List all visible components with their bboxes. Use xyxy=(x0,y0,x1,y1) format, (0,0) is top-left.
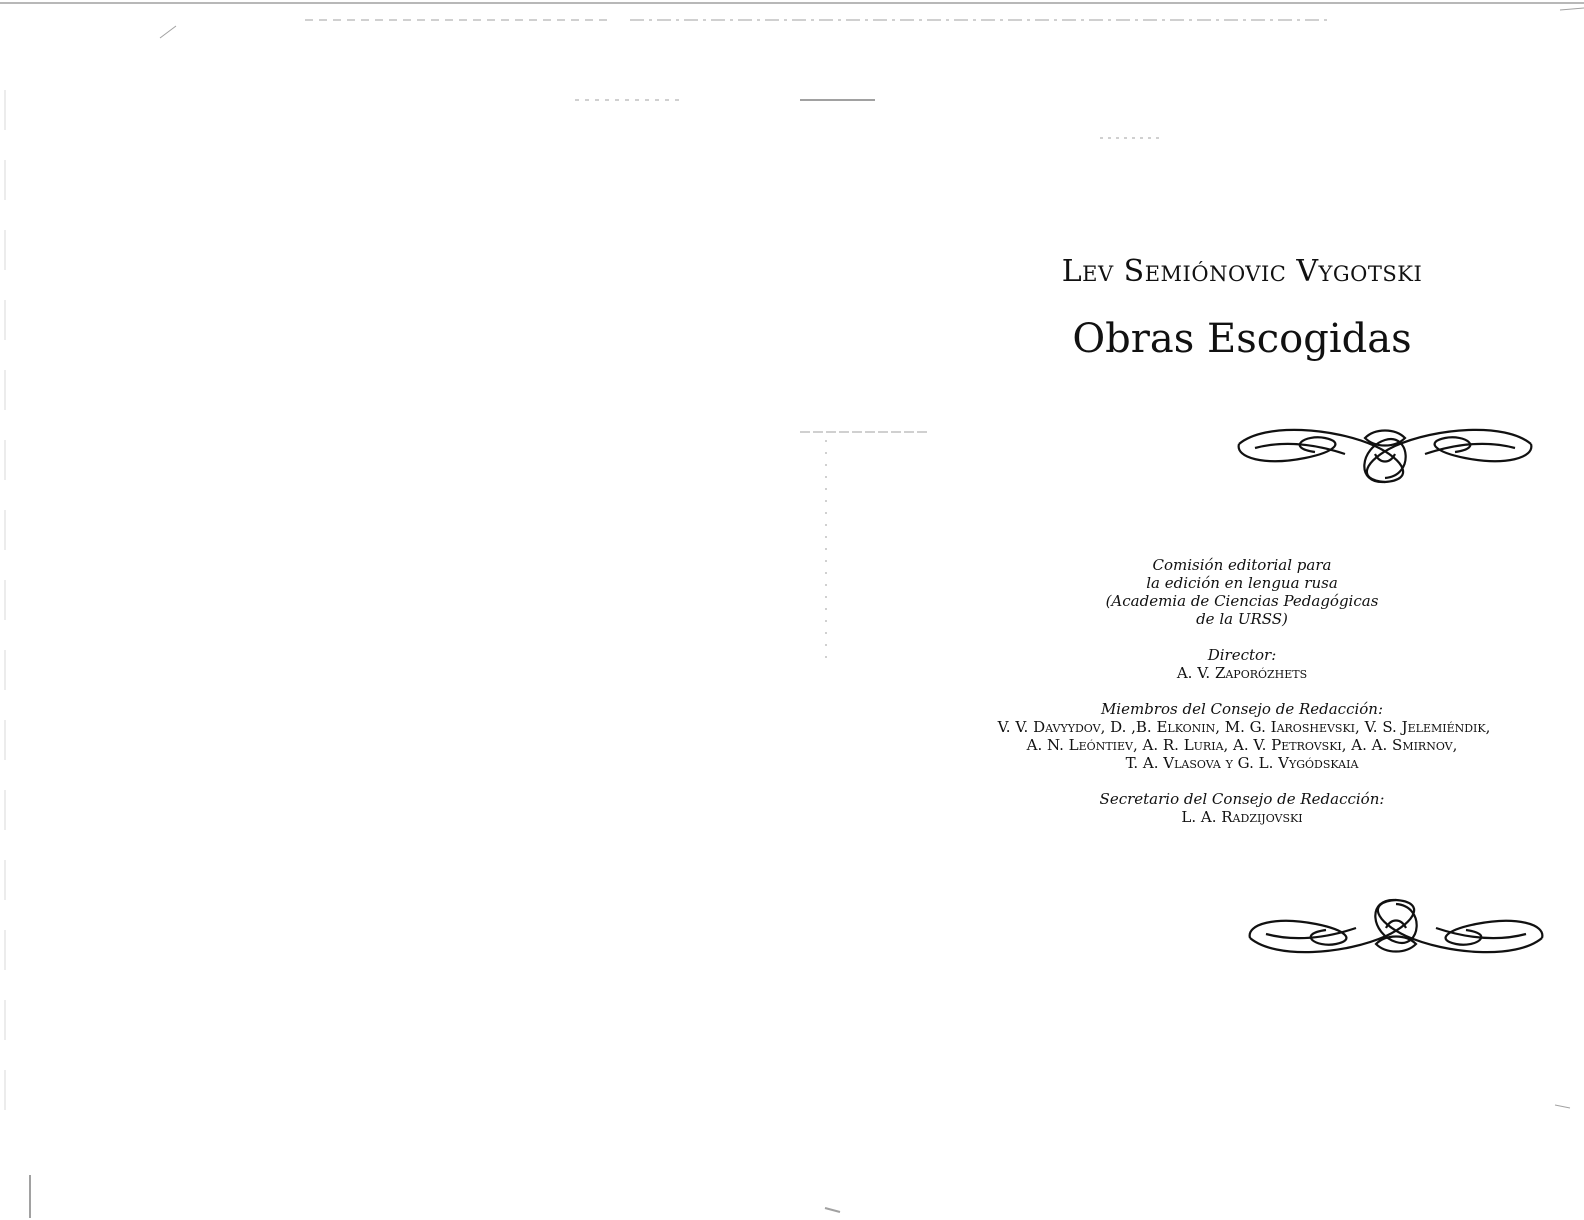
members-label: Miembros del Consejo de Redacción: xyxy=(1100,700,1384,718)
director-label: Director: xyxy=(1207,646,1277,664)
commission-block xyxy=(900,556,1584,628)
book-title: Obras Escogidas xyxy=(1072,316,1412,362)
director-block xyxy=(900,646,1584,682)
secretary-name: L. A. Radzijovski xyxy=(1181,808,1303,826)
author-name: Lev Semiónovic Vygotski xyxy=(1061,254,1423,289)
director-name: A. V. Zaporózhets xyxy=(1176,664,1308,682)
secretary-label: Secretario del Consejo de Redacción: xyxy=(1099,790,1385,808)
commission-line: (Academia de Ciencias Pedagógicas xyxy=(1105,592,1379,610)
members-line: V. V. Davyydov, D. ,B. Elkonin, M. G. Iaroshevski, V. S. Jelemiéndik, xyxy=(997,718,1491,736)
scroll-ornament-bottom xyxy=(1236,894,1556,964)
commission-line: de la URSS) xyxy=(1196,610,1288,628)
editorial-credits xyxy=(900,556,1584,826)
commission-line: la edición en lengua rusa xyxy=(1146,574,1338,592)
commission-line: Comisión editorial para xyxy=(1152,556,1332,574)
members-line: A. N. Leóntiev, A. R. Luria, A. V. Petrovski, A. A. Smirnov, xyxy=(1026,736,1458,754)
members-block xyxy=(900,700,1584,772)
scroll-ornament-top xyxy=(1225,418,1545,488)
secretary-block xyxy=(900,790,1584,826)
title-page xyxy=(900,0,1584,1220)
members-line: T. A. Vlasova y G. L. Vygódskaia xyxy=(1125,754,1359,772)
